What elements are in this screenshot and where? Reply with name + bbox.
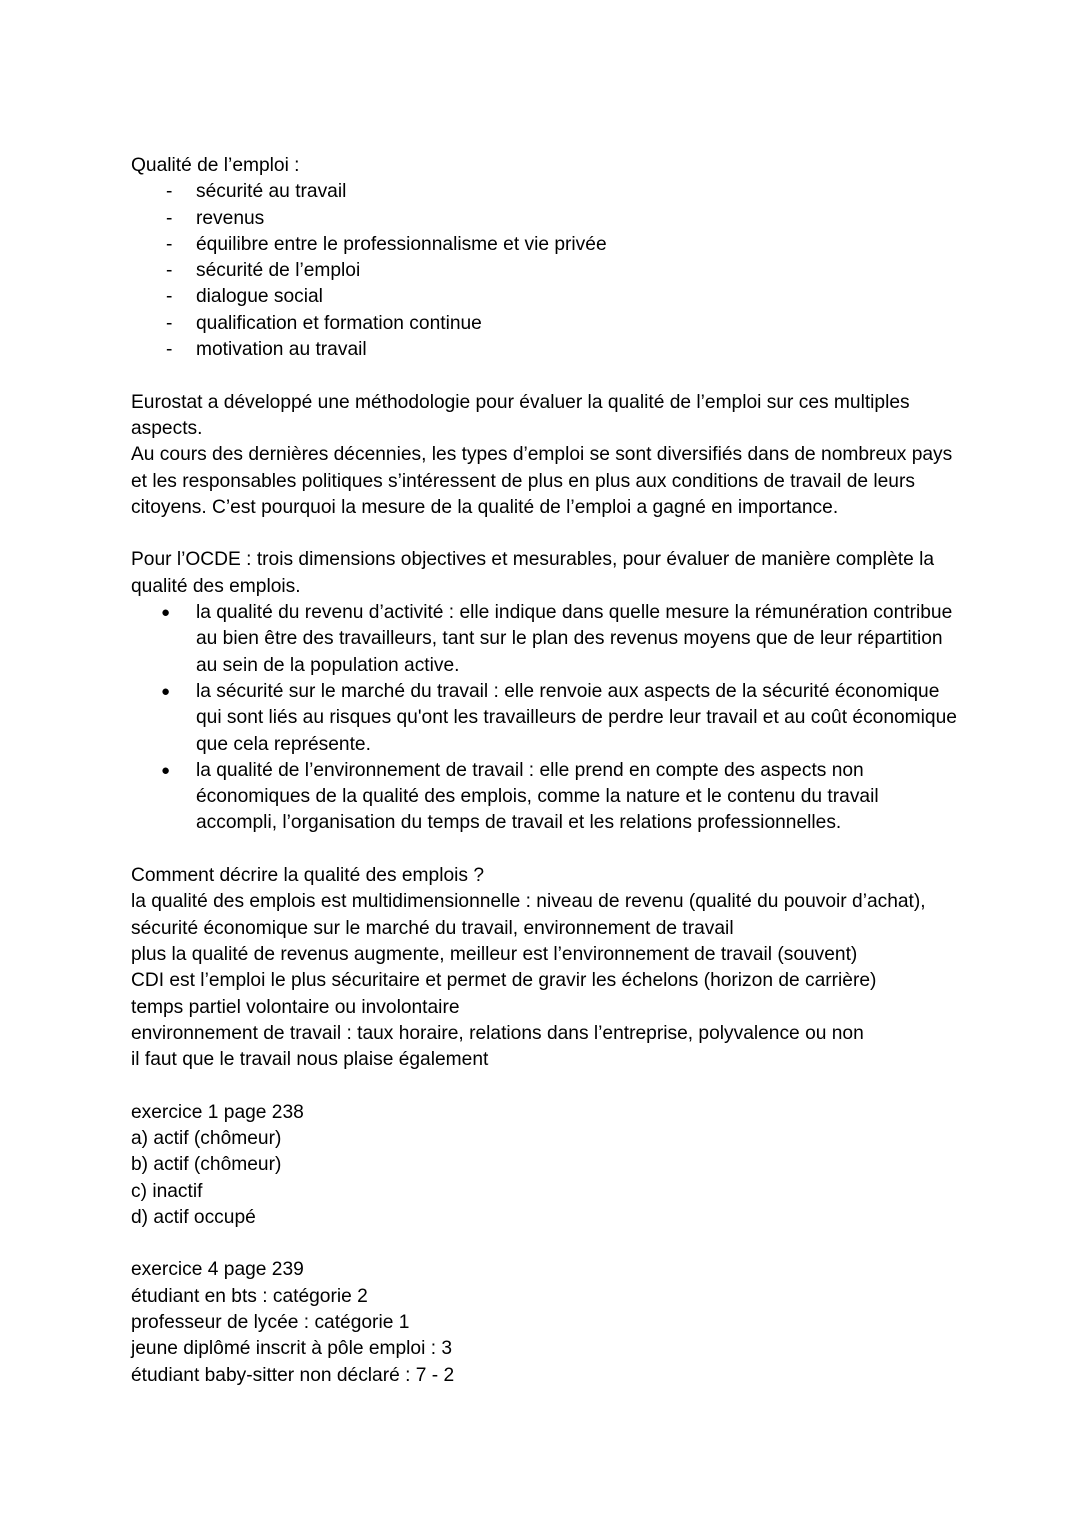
list-item-text: revenus [196, 207, 265, 229]
bullet-marker: ● [161, 604, 171, 622]
list-item-text: équilibre entre le professionnalisme et vie privée [196, 233, 607, 255]
exercise-answer: c) inactif [131, 1180, 203, 1202]
exercise-title: exercice 1 page 238 [131, 1101, 304, 1123]
text-line: temps partiel volontaire ou involontaire [131, 996, 460, 1018]
list-item [166, 206, 961, 232]
exercise-answer: professeur de lycée : catégorie 1 [131, 1312, 410, 1334]
dash-marker: - [166, 207, 173, 229]
list-item-text: qualification et formation continue [196, 312, 482, 334]
exercise-answer: b) actif (chômeur) [131, 1154, 282, 1176]
decennies-paragraph: Au cours des dernières décennies, les types d’emploi se sont diversifiés dans de nombreux pays et les responsables politiques s’intéressent de plus en plus aux conditions de travail de leurs citoyens. C’est pourquoi la mesure de la qualité de l’emploi a gagné en importance. [131, 444, 953, 518]
exercise-answer: a) actif (chômeur) [131, 1127, 282, 1149]
ocde-dimensions-list [131, 600, 961, 837]
text-line: plus la qualité de revenus augmente, meilleur est l’environnement de travail (souvent) [131, 943, 858, 965]
exercise-answer: étudiant baby-sitter non déclaré : 7 - 2 [131, 1364, 455, 1386]
question-line: Comment décrire la qualité des emplois ? [131, 865, 485, 887]
spacer [131, 1073, 961, 1099]
dash-marker: - [166, 339, 173, 361]
dash-marker: - [166, 312, 173, 334]
bullet-marker: ● [161, 682, 171, 700]
list-item-text: la qualité du revenu d’activité : elle indique dans quelle mesure la rémunération contribue au bien être des travailleurs, tant sur le plan des revenus moyens que de leur répartition au sein de la population active. [196, 602, 953, 676]
text-line: environnement de travail : taux horaire, relations dans l’entreprise, polyvalence ou non [131, 1022, 864, 1044]
list-item [166, 284, 961, 310]
list-item [166, 258, 961, 284]
text-line: la qualité des emplois est multidimensionnelle : niveau de revenu (qualité du pouvoir d’achat), sécurité économique sur le marché du travail, environnement de travail [131, 891, 926, 939]
list-item [166, 311, 961, 337]
ocde-intro: Pour l’OCDE : trois dimensions objectives et mesurables, pour évaluer de manière complète la qualité des emplois. [131, 549, 935, 597]
list-item-text: la qualité de l’environnement de travail : elle prend en compte des aspects non économiques de la qualité des emplois, comme la nature et le contenu du travail accompli, l’organisation du temps de travail et les relations professionnelles. [196, 759, 879, 834]
exercise-answer: étudiant en bts : catégorie 2 [131, 1285, 368, 1307]
list-item-text: sécurité au travail [196, 181, 347, 203]
dash-marker: - [166, 181, 173, 203]
spacer [131, 363, 961, 389]
document-page [131, 153, 961, 1389]
dash-marker: - [166, 260, 173, 282]
dash-marker: - [166, 286, 173, 308]
spacer [131, 1231, 961, 1257]
bullet-marker: ● [161, 761, 171, 779]
text-line: CDI est l’emploi le plus sécuritaire et permet de gravir les échelons (horizon de carrière) [131, 970, 877, 992]
list-item [161, 758, 961, 837]
list-item-text: sécurité de l’emploi [196, 260, 361, 282]
list-item [161, 600, 961, 679]
section-title-qualite-emploi: Qualité de l’emploi : [131, 155, 300, 176]
dash-marker: - [166, 233, 173, 255]
spacer [131, 521, 961, 547]
list-item [166, 179, 961, 205]
list-item-text: dialogue social [196, 286, 323, 308]
list-item [161, 679, 961, 758]
qualite-emploi-list [131, 179, 961, 363]
exercise-answer: d) actif occupé [131, 1206, 256, 1228]
eurostat-paragraph: Eurostat a développé une méthodologie pour évaluer la qualité de l’emploi sur ces multiples aspects. [131, 391, 910, 439]
list-item [166, 232, 961, 258]
list-item-text: motivation au travail [196, 339, 367, 361]
exercise-answer: jeune diplômé inscrit à pôle emploi : 3 [131, 1338, 453, 1360]
spacer [131, 837, 961, 863]
list-item-text: la sécurité sur le marché du travail : elle renvoie aux aspects de la sécurité économique qui sont liés au risques qu'ont les travailleurs de perdre leur travail et au coût économique que cela représente. [196, 680, 957, 755]
text-line: il faut que le travail nous plaise également [131, 1049, 489, 1071]
list-item [166, 337, 961, 363]
exercise-title: exercice 4 page 239 [131, 1259, 304, 1281]
